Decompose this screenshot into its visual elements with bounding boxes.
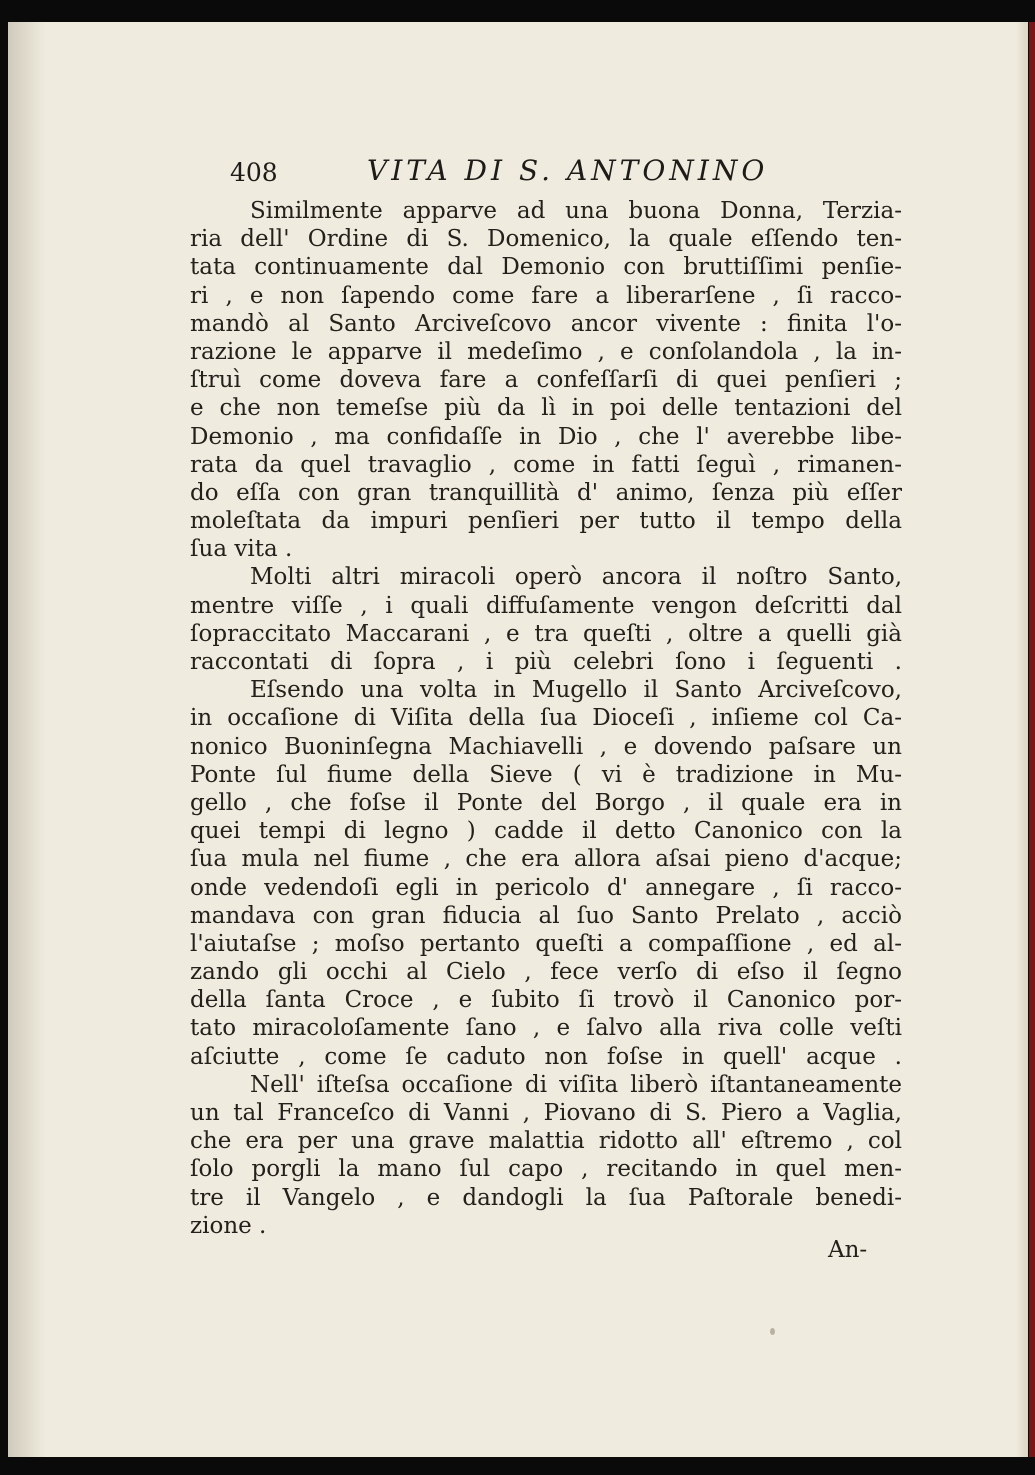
text-line: quei tempi di legno ) cadde il detto Canonico con la xyxy=(190,818,902,845)
text-line: e che non temeſse più da lì in poi delle tentazioni del xyxy=(190,395,902,422)
text-line: raccontati di ſopra , i più celebri ſono i ſeguenti . xyxy=(190,649,902,675)
text-line: mandò al Santo Arciveſcovo ancor vivente : finita l'o- xyxy=(190,310,902,337)
page-edge-shadow xyxy=(1016,22,1028,1457)
text-line: in occaſione di Viſita della ſua Dioceſi , inſieme col Ca- xyxy=(190,705,902,732)
page-number: 408 xyxy=(230,158,278,187)
text-line: do eſſa con gran tranquillità d' animo, ſenza più eſſer xyxy=(190,479,902,506)
text-line: tato miracoloſamente ſano , e ſalvo alla riva colle veſti xyxy=(190,1015,902,1042)
body-text xyxy=(190,197,902,1240)
text-line: Eſsendo una volta in Mugello il Santo Arciveſcovo, xyxy=(250,677,902,704)
running-header xyxy=(230,152,830,192)
paper-speck xyxy=(770,1328,775,1335)
text-line: ri , e non ſapendo come fare a liberarſene , ſi racco- xyxy=(190,282,902,309)
text-line: zando gli occhi al Cielo , fece verſo di eſso il ſegno xyxy=(190,959,902,986)
text-line: Similmente apparve ad una buona Donna, Terzia- xyxy=(250,198,902,224)
text-line: ſopraccitato Maccarani , e tra queſti , oltre a quelli già xyxy=(190,620,902,647)
text-line: rata da quel travaglio , come in fatti ſeguì , rimanen- xyxy=(190,451,902,478)
text-line: tre il Vangelo , e dandogli la ſua Paſtorale benedi- xyxy=(190,1184,902,1211)
text-line: tata continuamente dal Demonio con bruttiſſimi penſie- xyxy=(190,254,902,281)
red-page-edge xyxy=(1029,22,1035,1457)
text-line: della ſanta Croce , e ſubito ſi trovò il Canonico por- xyxy=(190,987,902,1014)
text-line: l'aiutaſse ; moſso pertanto queſti a compaſſione , ed al- xyxy=(190,930,902,957)
text-line: Nell' iſteſsa occaſione di viſita liberò iſtantaneamente xyxy=(250,1071,902,1098)
text-line: aſciutte , come ſe caduto non foſse in quell' acque . xyxy=(190,1043,902,1070)
text-line: ſua mula nel fiume , che era allora aſsai pieno d'acque; xyxy=(190,846,902,873)
text-line: ſolo porgli la mano ſul capo , recitando in quel men- xyxy=(190,1156,902,1183)
text-line: onde vedendoſi egli in pericolo d' annegare , ſi racco- xyxy=(190,874,902,901)
text-line: ſtruì come doveva fare a confeſſarſi di quei penſieri ; xyxy=(190,367,902,394)
text-line: Ponte ſul fiume della Sieve ( vi è tradizione in Mu- xyxy=(190,761,902,788)
text-line: che era per una grave malattia ridotto all' eſtremo , col xyxy=(190,1128,902,1155)
book-gutter xyxy=(8,22,46,1457)
text-line: gello , che foſse il Ponte del Borgo , il quale era in xyxy=(190,789,902,816)
text-line: ſua vita . xyxy=(190,536,293,563)
text-line: Molti altri miracoli operò ancora il noſtro Santo, xyxy=(250,564,902,591)
text-line: un tal Franceſco di Vanni , Piovano di S. Piero a Vaglia, xyxy=(190,1100,902,1126)
text-line: moleſtata da impuri penſieri per tutto il tempo della xyxy=(190,508,902,535)
catchword: An- xyxy=(828,1237,868,1263)
running-title: VITA DI S. ANTONINO xyxy=(367,154,769,187)
text-line: Demonio , ma confidaſſe in Dio , che l' averebbe libe- xyxy=(190,423,902,450)
text-line: zione . xyxy=(190,1212,267,1239)
text-line: ria dell' Ordine di S. Domenico, la quale eſſendo ten- xyxy=(190,226,902,253)
text-line: nonico Buoninſegna Machiavelli , e dovendo paſsare un xyxy=(190,733,902,760)
text-line: mandava con gran fiducia al ſuo Santo Prelato , acciò xyxy=(190,902,902,929)
text-line: razione le apparve il medeſimo , e conſolandola , la in- xyxy=(190,338,902,365)
text-line: mentre viſſe , i quali diffuſamente vengon deſcritti dal xyxy=(190,592,902,619)
